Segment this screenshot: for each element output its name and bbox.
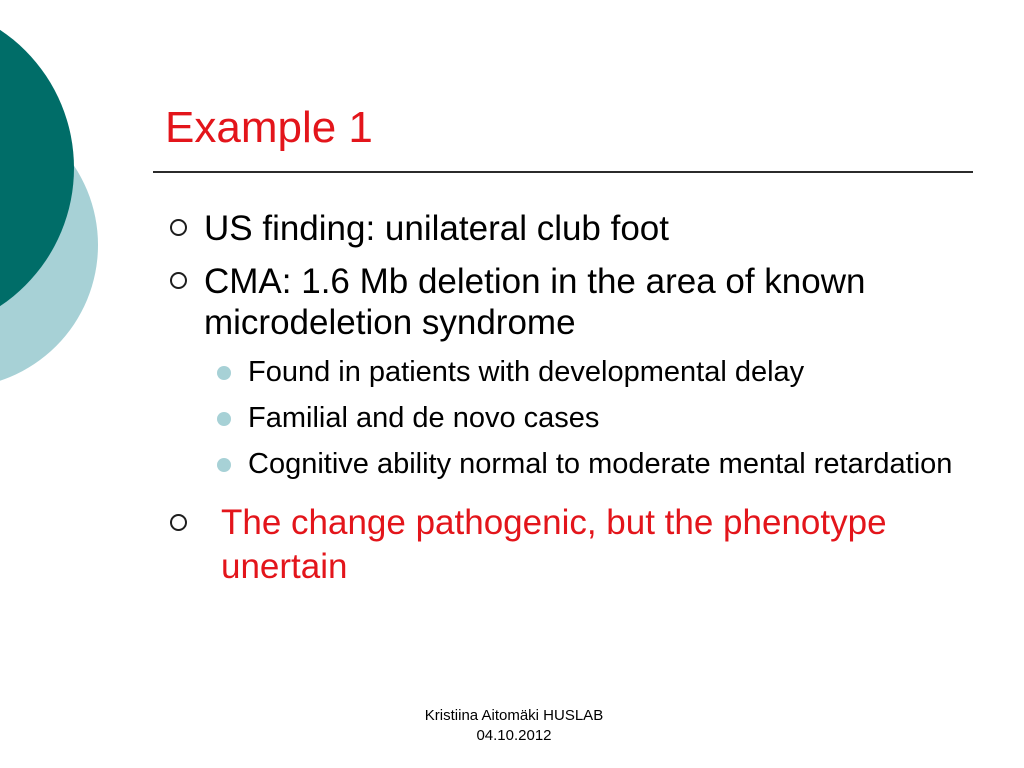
bullet-text: US finding: unilateral club foot <box>204 209 669 248</box>
bullet-text: The change pathogenic, but the phenotype unertain <box>221 503 887 586</box>
slide-footer <box>380 706 648 746</box>
filled-dot-bullet-icon <box>217 412 231 426</box>
bullet-item-cma <box>168 261 978 343</box>
hollow-circle-bullet-icon <box>170 514 187 531</box>
sub-bullet-item-cognitive-ability <box>168 447 978 481</box>
decorative-circles <box>0 0 110 420</box>
bullet-list <box>168 208 978 589</box>
sub-bullet-text: Familial and de novo cases <box>248 402 600 434</box>
bullet-text: CMA: 1.6 Mb deletion in the area of known microdeletion syndrome <box>204 262 866 342</box>
bullet-item-us-finding <box>168 208 978 249</box>
filled-dot-bullet-icon <box>217 458 231 472</box>
sub-bullet-text: Cognitive ability normal to moderate mental retardation <box>248 448 953 480</box>
filled-dot-bullet-icon <box>217 366 231 380</box>
bullet-item-conclusion <box>168 501 978 589</box>
sub-bullet-text: Found in patients with developmental delay <box>248 356 805 388</box>
slide-title: Example 1 <box>165 103 373 152</box>
hollow-circle-bullet-icon <box>170 272 187 289</box>
footer-date: 04.10.2012 <box>476 727 552 744</box>
hollow-circle-bullet-icon <box>170 219 187 236</box>
title-divider <box>153 171 973 173</box>
sub-bullet-item-developmental-delay <box>168 355 978 389</box>
sub-bullet-item-familial-cases <box>168 401 978 435</box>
footer-author: Kristiina Aitomäki HUSLAB <box>424 707 604 724</box>
